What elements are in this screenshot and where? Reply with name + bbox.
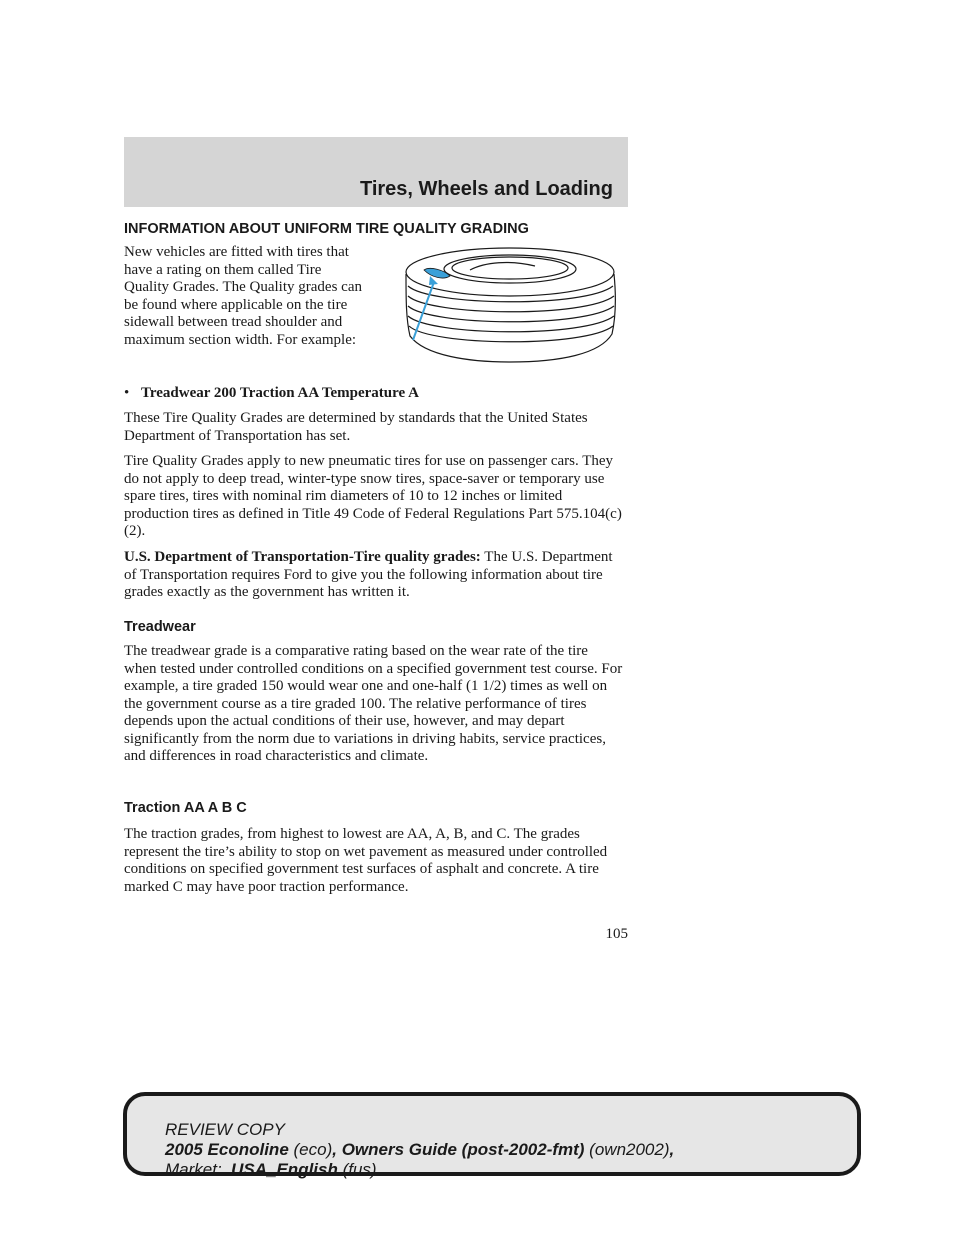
treadwear-paragraph: The treadwear grade is a comparative rating based on the wear rate of the tire when tested under controlled conditions on a specified government test course. For example, a tire graded 150 would wear one and one-half (1 1/2) times as well on the government course as a tire graded 100. The relative performance of tires depends upon the actual conditions of their use, however, and may depart significantly from the norm due to variations in driving habits, service practices, and differences in road characteristics and climate. xyxy=(124,643,623,764)
grade-label-highlight xyxy=(424,268,450,278)
bullet-marker: • xyxy=(124,385,130,401)
page-number: 105 xyxy=(605,926,628,942)
tire-tread-body xyxy=(406,274,615,362)
main-heading: INFORMATION ABOUT UNIFORM TIRE QUALITY GRADING xyxy=(124,221,529,237)
tread-groove-1 xyxy=(408,286,613,302)
bullet-text: Treadwear 200 Traction AA Temperature A xyxy=(141,385,419,401)
treadwear-heading: Treadwear xyxy=(124,619,196,635)
rim-detail xyxy=(470,263,535,270)
dot-grades-paragraph xyxy=(124,549,624,602)
tread-groove-3 xyxy=(408,306,614,322)
grade-example-bullet xyxy=(124,385,419,402)
review-copy-footer xyxy=(123,1092,861,1179)
tread-groove-4 xyxy=(408,316,614,332)
dot-grades-lead: U.S. Department of Transportation-Tire quality grades: xyxy=(124,549,481,565)
tread-groove-2 xyxy=(408,296,614,312)
standards-paragraph: These Tire Quality Grades are determined by standards that the United States Department of Transportation has set. xyxy=(124,410,588,444)
tire-rim-inner xyxy=(452,257,568,279)
apply-paragraph: Tire Quality Grades apply to new pneumatic tires for use on passenger cars. They do not apply to deep tread, winter-type snow tires, space-saver or temporary use spare tires, tires with nominal rim diameters of 10 to 12 inches or limited production tires as defined in Title 49 Code of Federal Regulations Part 575.104(c)(2). xyxy=(124,453,622,539)
footer-text xyxy=(165,1120,674,1180)
footer-market-line: Market: USA_English (fus) xyxy=(165,1160,377,1179)
traction-paragraph: The traction grades, from highest to lowest are AA, A, B, and C. The grades represent the tire’s ability to stop on wet pavement as measured under controlled conditions on specified government test surfaces of asphalt and concrete. A tire marked C may have poor traction performance. xyxy=(124,826,608,895)
footer-document-line: 2005 Econoline (eco), Owners Guide (post-2002-fmt) (own2002), xyxy=(165,1140,675,1159)
footer-review-copy: REVIEW COPY xyxy=(165,1120,285,1139)
dot-grades-text: The U.S. Department of Transportation requires Ford to give you the following information about tire grades exactly as the government has written it. xyxy=(124,549,613,600)
header-band xyxy=(124,137,628,207)
traction-heading: Traction AA A B C xyxy=(124,800,247,816)
section-title: Tires, Wheels and Loading xyxy=(359,178,613,200)
tread-groove-5 xyxy=(409,326,613,342)
tire-sidewall-icon xyxy=(400,244,620,364)
intro-paragraph: New vehicles are fitted with tires that have a rating on them called Tire Quality Grades. The Quality grades can be found where applicable on the tire sidewall between tread shoulder and maximum section width. For example: xyxy=(124,244,362,348)
